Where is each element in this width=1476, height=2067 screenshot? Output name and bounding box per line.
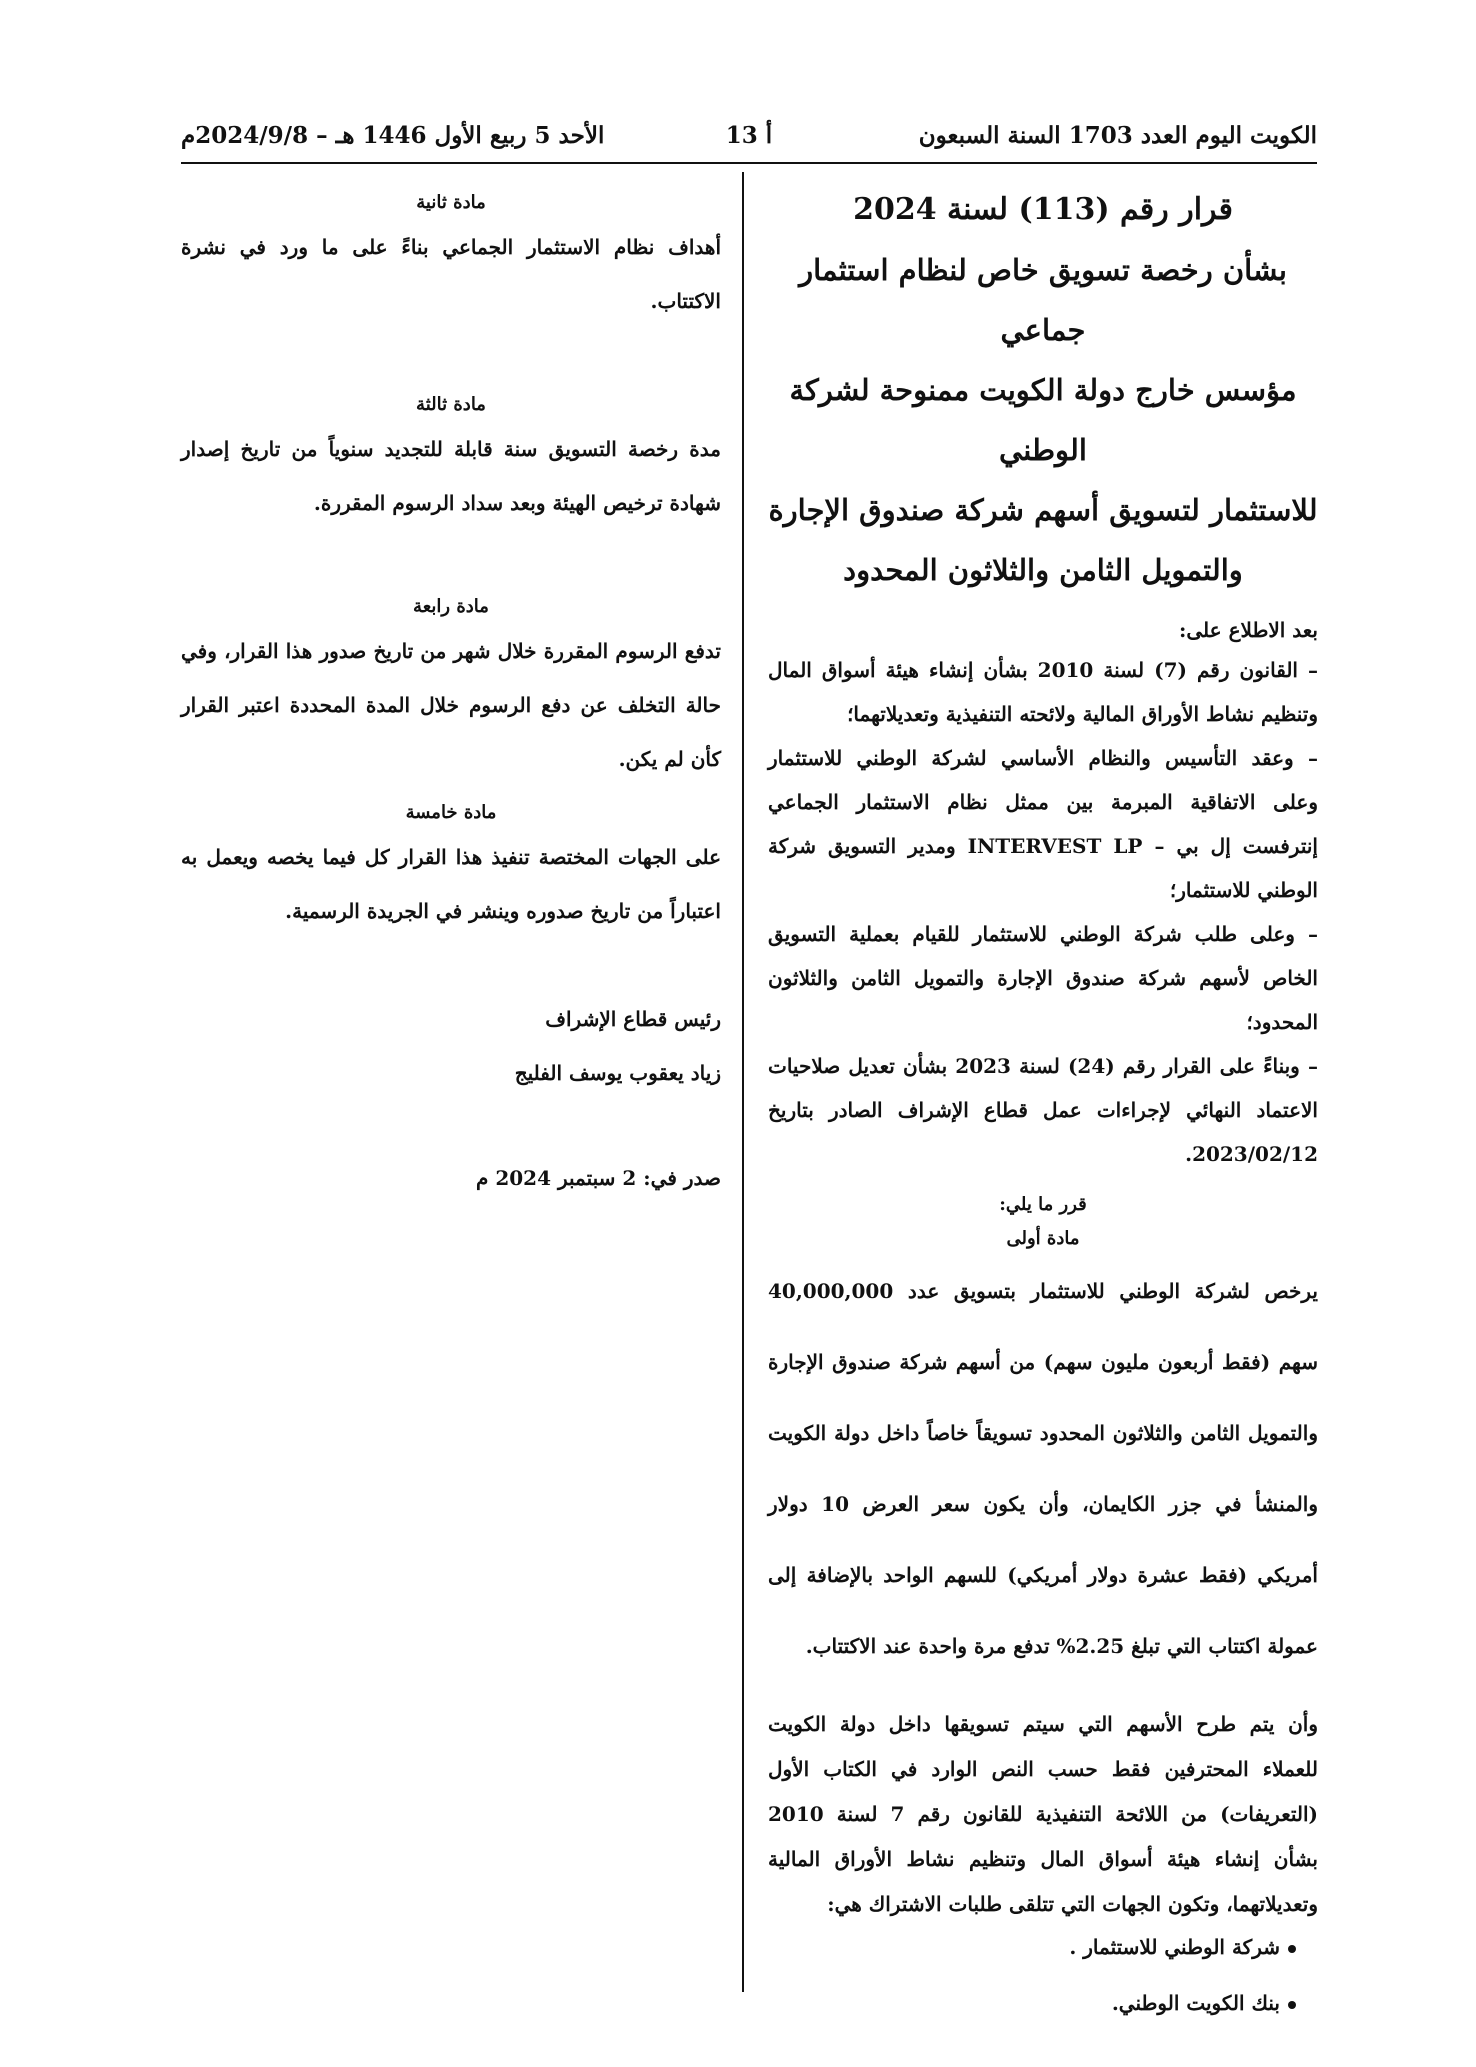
bullet-icon [1288, 1945, 1296, 1953]
header-issue: الكويت اليوم العدد 1703 السنة السبعون [918, 122, 1317, 149]
article-5-heading: مادة خامسة [405, 802, 497, 823]
column-divider [742, 172, 744, 1992]
article-2-text: أهداف نظام الاستثمار الجماعي بناءً على ما ورد في نشرة الاكتتاب. [181, 235, 721, 313]
subscription-entity: شركة الوطني للاستثمار . [768, 1927, 1296, 1967]
article-3-heading: مادة ثالثة [416, 394, 486, 415]
article-4-text: تدفع الرسوم المقررة خلال شهر من تاريخ صدور هذا القرار، وفي حالة التخلف عن دفع الرسوم خلال المدة المحددة اعتبر القرار كأن لم يكن. [181, 639, 721, 771]
subscription-entity: بنك الكويت الوطني. [768, 1983, 1296, 2023]
resolved-heading: قرر ما يلي: [999, 1194, 1087, 1215]
header-date: الأحد 5 ربيع الأول 1446 هـ – 2024/9/8م [181, 122, 605, 149]
decision-subject-line: بشأن رخصة تسويق خاص لنظام استثمار جماعي [799, 253, 1287, 347]
recital-item: – وبناءً على القرار رقم (24) لسنة 2023 بشأن تعديل صلاحيات الاعتماد النهائي لإجراءات عمل قطاع الإشراف الصادر بتاريخ 2023/02/12. [768, 1054, 1318, 1166]
issue-date: صدر في: 2 سبتمبر 2024 م [475, 1166, 721, 1190]
right-column [768, 172, 1318, 2023]
signatory-name: زياد يعقوب يوسف الفليج [514, 1061, 721, 1085]
decision-subject-line: والتمويل الثامن والثلاثون المحدود [843, 553, 1243, 587]
page-header [181, 118, 1317, 164]
article-5-text: على الجهات المختصة تنفيذ هذا القرار كل فيما يخصه ويعمل به اعتباراً من تاريخ صدوره وينشر في الجريدة الرسمية. [181, 845, 721, 923]
recital-item: – وعلى طلب شركة الوطني للاستثمار للقيام بعملية التسويق الخاص لأسهم شركة صندوق الإجارة والتمويل الثامن والثلاثون المحدود؛ [768, 922, 1318, 1034]
preamble-lead: بعد الاطلاع على: [1179, 618, 1318, 642]
article-4-heading: مادة رابعة [413, 596, 489, 617]
decision-subject-line: مؤسس خارج دولة الكويت ممنوحة لشركة الوطني [789, 373, 1297, 467]
left-column [181, 172, 721, 1198]
header-page-number: أ 13 [725, 122, 773, 149]
article-1-text-continued: وأن يتم طرح الأسهم التي سيتم تسويقها داخل دولة الكويت للعملاء المحترفين فقط حسب النص الوارد في الكتاب الأول (التعريفات) من اللائحة التنفيذية للقانون رقم 7 لسنة 2010 بشأن إنشاء هيئة أسواق المال وتنظيم نشاط الأوراق المالية وتعديلاتهما، وتكون الجهات التي تتلقى طلبات الاشتراك هي: [768, 1712, 1318, 1916]
signatory-title: رئيس قطاع الإشراف [545, 1007, 721, 1031]
decision-subject-line: للاستثمار لتسويق أسهم شركة صندوق الإجارة [768, 493, 1318, 527]
article-2-heading: مادة ثانية [416, 192, 486, 213]
recital-item: – وعقد التأسيس والنظام الأساسي لشركة الوطني للاستثمار وعلى الاتفاقية المبرمة بين ممثل نظام الاستثمار الجماعي إنترفست إل بي – INTERVEST LP ومدير التسويق شركة الوطني للاستثمار؛ [768, 746, 1318, 902]
decision-title: قرار رقم (113) لسنة 2024 [853, 192, 1233, 227]
recital-item: – القانون رقم (7) لسنة 2010 بشأن إنشاء هيئة أسواق المال وتنظيم نشاط الأوراق المالية ولائحته التنفيذية وتعديلاتهما؛ [768, 658, 1318, 726]
article-3-text: مدة رخصة التسويق سنة قابلة للتجديد سنوياً من تاريخ إصدار شهادة ترخيص الهيئة وبعد سداد الرسوم المقررة. [181, 437, 721, 515]
article-1-text: يرخص لشركة الوطني للاستثمار بتسويق عدد 40,000,000 سهم (فقط أربعون مليون سهم) من أسهم شركة صندوق الإجارة والتمويل الثامن والثلاثون المحدود تسويقاً خاصاً داخل دولة الكويت والمنشأ في جزر الكايمان، وأن يكون سعر العرض 10 دولار أمريكي (فقط عشرة دولار أمريكي) للسهم الواحد بالإضافة إلى عمولة اكتتاب التي تبلغ 2.25% تدفع مرة واحدة عند الاكتتاب. [768, 1279, 1318, 1658]
bullet-icon [1288, 2001, 1296, 2009]
article-1-heading: مادة أولى [1006, 1228, 1080, 1249]
